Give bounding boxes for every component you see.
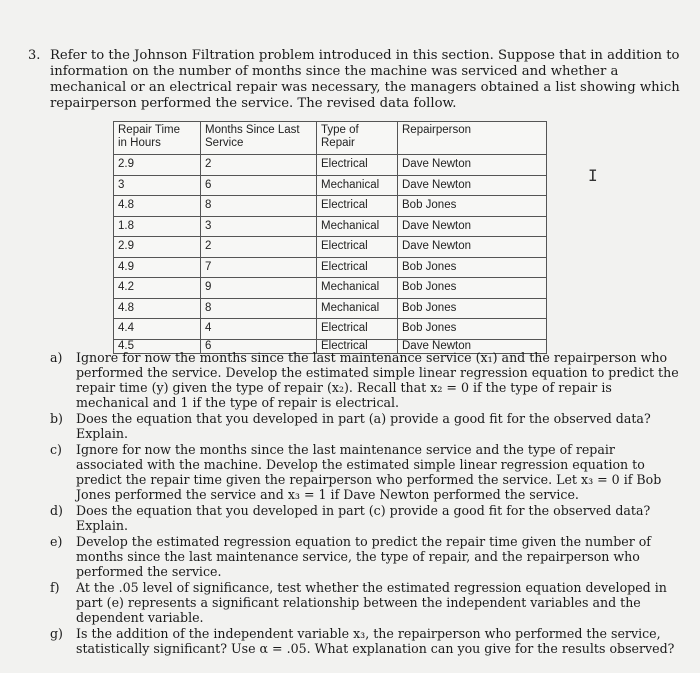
cell-repairperson: Bob Jones	[398, 278, 547, 299]
part-text: Is the addition of the independent variable x₃, the repairperson who performed the service, statistically significant? Use α = .05. What explanation can you give for the results observed?	[76, 626, 675, 656]
cell-months: 9	[201, 278, 317, 299]
part-label: d)	[50, 503, 63, 518]
part-e	[50, 534, 680, 579]
cell-repairperson: Bob Jones	[398, 257, 547, 278]
part-text: Develop the estimated regression equation to predict the repair time given the number of months since the last maintenance service, the type of repair, and the repairperson who performed the service.	[76, 534, 651, 579]
cell-type: Electrical	[317, 257, 398, 278]
part-label: f)	[50, 580, 60, 595]
cell-months: 8	[201, 196, 317, 217]
table-row	[114, 155, 547, 176]
text-cursor-icon: I	[588, 166, 598, 185]
part-label: a)	[50, 350, 63, 365]
part-text: At the .05 level of significance, test whether the estimated regression equation developed in part (e) represents a significant relationship between the independent variables and the dependent variable.	[76, 580, 667, 625]
cell-repairperson: Dave Newton	[398, 155, 547, 176]
table-row	[114, 278, 547, 299]
header-type-of-repair: Type of Repair	[317, 122, 398, 155]
cell-months: 6	[201, 339, 317, 353]
table-row	[114, 257, 547, 278]
cell-repairperson: Dave Newton	[398, 216, 547, 237]
cell-repair-time: 4.4	[114, 319, 201, 340]
cell-months: 7	[201, 257, 317, 278]
part-label: c)	[50, 442, 62, 457]
question-parts	[50, 350, 680, 657]
cell-months: 2	[201, 237, 317, 258]
cell-type: Electrical	[317, 155, 398, 176]
cell-repairperson: Bob Jones	[398, 298, 547, 319]
part-d	[50, 503, 680, 533]
part-label: b)	[50, 411, 63, 426]
cell-repairperson: Dave Newton	[398, 237, 547, 258]
table-row	[114, 196, 547, 217]
part-text: Does the equation that you developed in part (a) provide a good fit for the observed data? Explain.	[76, 411, 651, 441]
cell-repair-time: 4.2	[114, 278, 201, 299]
header-repairperson: Repairperson	[398, 122, 547, 155]
cell-type: Electrical	[317, 339, 398, 353]
header-months-since-service: Months Since Last Service	[201, 122, 317, 155]
cell-repair-time: 1.8	[114, 216, 201, 237]
header-repair-time: Repair Time in Hours	[114, 122, 201, 155]
part-text: Does the equation that you developed in part (c) provide a good fit for the observed data? Explain.	[76, 503, 651, 533]
cell-repair-time: 4.8	[114, 196, 201, 217]
cell-type: Mechanical	[317, 175, 398, 196]
table-row	[114, 216, 547, 237]
part-c	[50, 442, 680, 502]
table-row	[114, 175, 547, 196]
cell-repair-time: 4.9	[114, 257, 201, 278]
cell-repair-time: 2.9	[114, 155, 201, 176]
cell-repair-time: 3	[114, 175, 201, 196]
table-header-row	[114, 122, 547, 155]
question-intro: Refer to the Johnson Filtration problem introduced in this section. Suppose that in addition to information on the number of months since the machine was serviced and whether a mechanical or an electrical repair was necessary, the managers obtained a list showing which repairperson performed the service. The revised data follow.	[50, 48, 680, 111]
part-f	[50, 580, 680, 625]
cell-type: Electrical	[317, 237, 398, 258]
part-g	[50, 626, 680, 656]
cell-months: 2	[201, 155, 317, 176]
cell-months: 6	[201, 175, 317, 196]
cell-months: 3	[201, 216, 317, 237]
cell-type: Mechanical	[317, 216, 398, 237]
part-text: Ignore for now the months since the last maintenance service and the type of repair associated with the machine. Develop the estimated simple linear regression equation to predict the repair time given the repairperson who performed the service. Let x₃ = 0 if Bob Jones performed the service and x₃ = 1 if Dave Newton performed the service.	[76, 442, 662, 502]
cell-type: Electrical	[317, 319, 398, 340]
table-row	[114, 298, 547, 319]
cell-repair-time: 4.5	[114, 339, 201, 353]
cell-repairperson: Bob Jones	[398, 319, 547, 340]
cell-months: 8	[201, 298, 317, 319]
cell-repairperson: Dave Newton	[398, 175, 547, 196]
part-label: e)	[50, 534, 63, 549]
cell-type: Mechanical	[317, 278, 398, 299]
cell-repair-time: 2.9	[114, 237, 201, 258]
repair-data-table	[113, 121, 547, 354]
cell-repair-time: 4.8	[114, 298, 201, 319]
cell-months: 4	[201, 319, 317, 340]
question-number: 3.	[28, 48, 41, 63]
cell-type: Mechanical	[317, 298, 398, 319]
part-b	[50, 411, 680, 441]
cell-repairperson: Dave Newton	[398, 339, 547, 353]
part-text: Ignore for now the months since the last maintenance service (x₁) and the repairperson who performed the service. Develop the estimated simple linear regression equation to predict the repair time (y) given the type of repair (x₂). Recall that x₂ = 0 if the type of repair is mechanical and 1 if the type of repair is electrical.	[76, 350, 679, 410]
table-row	[114, 237, 547, 258]
cell-type: Electrical	[317, 196, 398, 217]
table-row	[114, 319, 547, 340]
part-label: g)	[50, 626, 63, 641]
part-a	[50, 350, 680, 410]
cell-repairperson: Bob Jones	[398, 196, 547, 217]
